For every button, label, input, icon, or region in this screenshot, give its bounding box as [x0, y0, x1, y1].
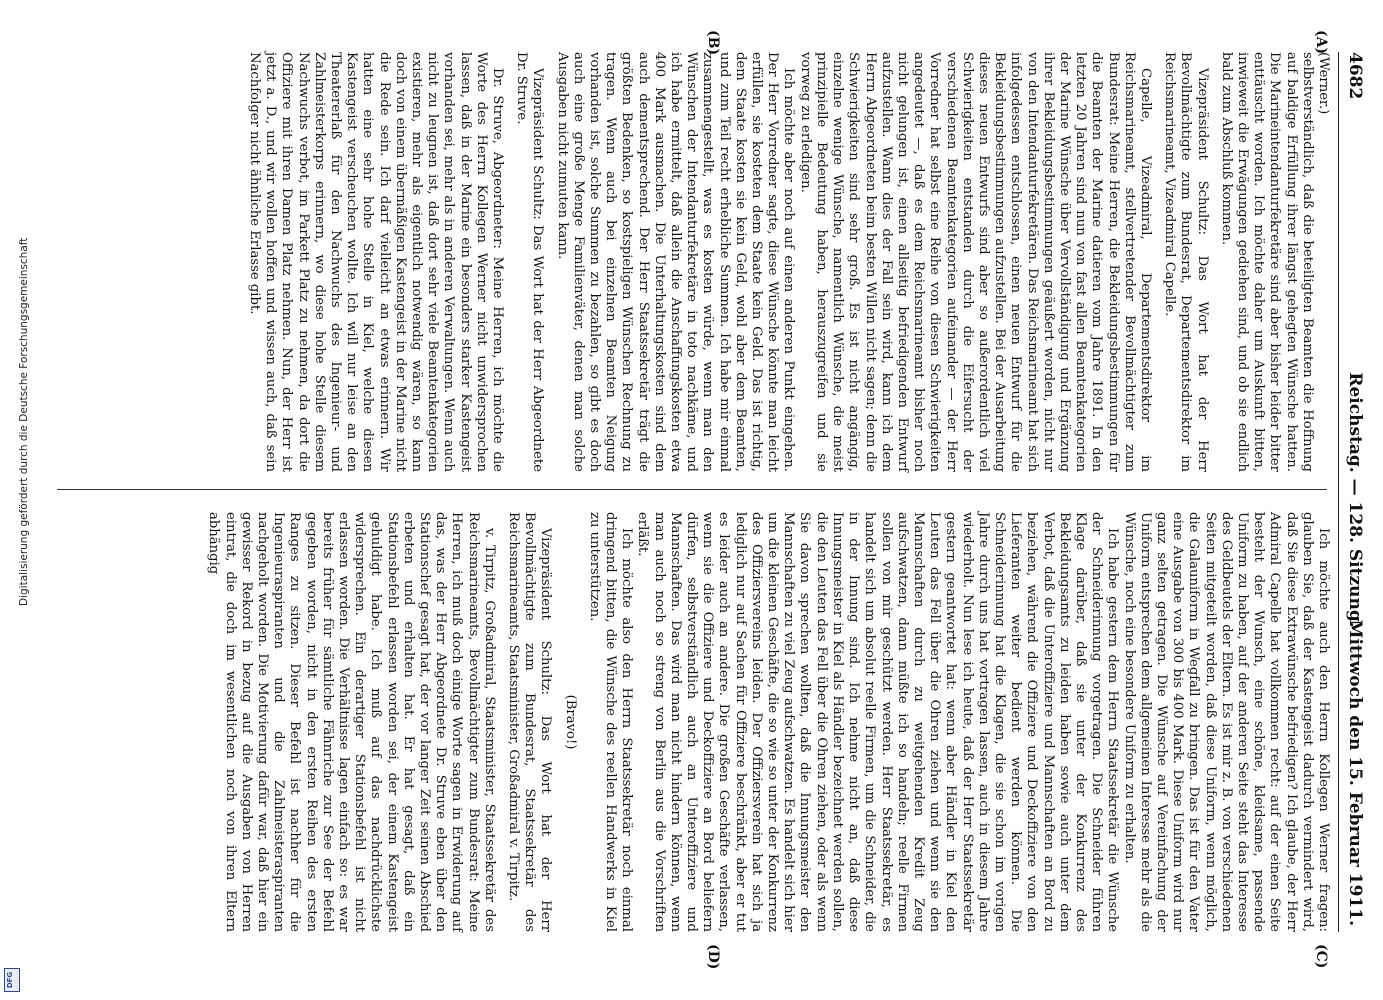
- sidebar-strip: [0, 0, 30, 1000]
- column-divider: [57, 489, 1327, 490]
- digitization-note: Digitalisierung gefördert durch die Deutsche Forschungsgemeinschaft: [18, 237, 30, 606]
- paragraph: Vizepräsident Schultz: Das Wort hat der Herr Bevollmächtigte zum Bundesrat, Departementsdirektor im Reichsmarineamt, Vizeadmiral Capelle.: [1162, 52, 1210, 472]
- margin-marker-c: (C): [1313, 944, 1329, 969]
- margin-marker-a: (A): [1313, 30, 1329, 55]
- paragraph: Ich möchte aber noch auf einen anderen Punkt eingehen. Der Herr Vorredner sagte, diese Wünsche könnte man leicht erfüllen, sie kosteten dem Staate kein Geld. Das ist richtig, dem Staate kosten sie kein Geld, wohl aber dem Beamten, und zum Teil recht erhebliche Summen. Ich habe mir einmal zusammengestellt, was es kosten würde, wenn man den Wünschen der Intendanturfekretäre in toto nachkäme, und ich habe ermittelt, daß allein die Anschaffungskosten etwa 400 Mark ausmachen. Die Unterhaltungskosten sind dem auch dementsprechend. Der Herr Staatssekretär trägt die größten Bedenken, so kostspieligen Wünschen Rechnung zu tragen. Wenn auch bei einzelnen Beamten Neigung vorhanden ist, solche Summen zu bezahlen, so gibt es doch auch eine große Menge Familienväter, denen man solche Ausgaben nicht zumuten kann.: [554, 52, 797, 472]
- header-rule: [1338, 52, 1339, 932]
- dfg-logo: DFG: [4, 968, 20, 992]
- left-column: [246, 52, 1331, 472]
- page-header: [1331, 0, 1371, 1000]
- page-number: 4682: [1345, 52, 1365, 100]
- paragraph: selbstverständlich, daß die beteiligten Beamten die Hoffnung auf baldige Erfüllung ihrer längst gehegten Wünsche hatten. Die Marineintendanturfekretäre sind aber bisher leider bitter enttäuscht worden. Ich möchte daher um Auskunft bitten, inwieweit die Erwägungen gediehen sind, und ob sie endlich bald zum Abschluß kommen.: [1218, 52, 1315, 472]
- paragraph: Ich möchte also den Herrn Staatssekretär noch einmal dringend bitten, die Wünsche des reellen Handwerks in Kiel zu unterstützen.: [586, 512, 635, 932]
- paragraph: Vizepräsident Schultz: Das Wort hat der Herr Abgeordnete Dr. Struve.: [514, 52, 546, 472]
- speaker-note: (Werner.): [1316, 52, 1331, 115]
- applause-note: (Bravo!): [562, 694, 578, 750]
- paragraph: v. Tirpitz, Großadmiral, Staatsminister, Staatssekretär des Reichsmarineamts, Bevollmächtigter zum Bundesrat: Meine Herren, ich muß doch einige Worte sagen in Erwiderung auf das, was der Herr Abgeordnete Dr. Struve eben über den Stationschef gesagt hat, der vor langer Zeit seinen Abschied erbeten und erhalten hat. Er hat gesagt, daß ein Stationsbefehl erlassen worden sei, der einem Kastengeist gehuldigt habe. Ich muß auf das nachdrücklichste widersprechen. Ein derartiger Stationsbefehl ist nicht erlassen worden. Die Verhältnisse lagen einfach so: es war bereits früher für sämtliche Fähnriche zur See der Befehl gegeben worden, nicht in den ersten Reihen des ersten Ranges zu sitzen. Dieser Befehl ist nachher für die Ingenieuraspiranten und die Zahlmeisteraspiranten nachgeholt worden. Die Motivierung dafür war, daß hier ein gewisser Rekord in bezug auf die Ausgaben von Herren eintrat, die doch im wesentlichen noch von ihren Eltern abhängig: [206, 512, 497, 932]
- margin-marker-d: (D): [705, 944, 721, 970]
- right-column: [205, 512, 1331, 932]
- margin-marker-b: (B): [705, 30, 721, 56]
- session-date: Mittwoch den 15. Februar 1911.: [1345, 619, 1365, 926]
- paragraph: Vizepräsident Schultz: Das Wort hat der Herr Bevollmächtigte zum Bundesrat, Staatssekretär des Reichsmarineamts, Staatsminister, Großadmiral v. Tirpitz.: [506, 512, 554, 932]
- session-title: Reichstag. — 128. Sitzung.: [1345, 372, 1365, 628]
- paragraph: Capelle, Vizeadmiral, Departementsdirektor im Reichsmarineamt, stellvertretender Bevollmächtigter zum Bundesrat: Meine Herren, die Bekleidungsbestimmungen für die Beamten der Marine datieren vom Jahre 1891. In den letzten 20 Jahren sind nun von fast allen Beamtenkategorien der Marine Wünsche über Vervollständigung und Ergänzung ihrer Bekleidungsbestimmungen geäußert worden, nicht nur von den Intendanturfekretären. Das Reichsmarineamt hat sich infolgedessen entschlossen, einen neuen Entwurf für die Bekleidungsbestimmungen aufzustellen. Bei der Ausarbeitung dieses neuen Entwurfs sind aber so außerordentlich viel Schwierigkeiten entstanden durch die Eifersucht der verschiedenen Beamtenkategorien aufeinander — der Herr Vorredner hat selbst eine Reihe von diesen Schwierigkeiten angedeutet —, daß es dem Reichsmarineamt bisher noch nicht gelungen ist, einen allseitig befriedigenden Entwurf aufzustellen. Wann dies der Fall sein wird, kann ich dem Herrn Abgeordneten beim besten Willen nicht sagen; denn die Schwierigkeiten sind sehr groß. Es ist nicht angängig, einzelne wenige Wünsche, namentlich Wünsche, die meist prinzipielle Bedeutung haben, herauszugreifen und sie vorweg zu erledigen.: [797, 52, 1153, 472]
- paragraph: Ich möchte auch den Herrn Kollegen Werner fragen: glauben Sie, daß der Kastengeist dadurch vermindert wird, daß Sie diese Extrawünsche befriedigen? Ich glaube, der Herr Admiral Capelle hat vollkommen recht: auf der einen Seite besteht der Wunsch, eine schöne, kleidsame, passende Uniform zu haben, auf der anderen Seite steht das Interesse des Geldbeutels der Eltern. Es ist mir z. B. von verschiedenen Seiten mitgeteilt worden, daß diese Uniform, wenn möglich, die Galauniform in Wegfall zu bringen. Das ist für den Vater eine Ausgabe von 300 bis 400 Mark. Diese Uniform wird nur ganz selten getragen. Die Wünsche auf Vereinfachung der Uniform entsprechen dem allgemeinen Interesse mehr als die Wünsche, noch eine besondere Uniform zu erhalten.: [1121, 512, 1331, 932]
- paragraph: Dr. Struve, Abgeordneter: Meine Herren, ich möchte die Worte des Herrn Kollegen Werner nicht unwidersprochen lassen, daß in der Marine ein besonders starker Kastengeist vorhanden sei, mehr als in anderen Verwaltungen. Wenn auch nicht zu leugnen ist, daß dort sehr viele Beamtenkategorien existieren, mehr als eigentlich notwendig wären, so kann doch von einem übermäßigen Kastengeist in der Marine nicht die Rede sein. Ich darf vielleicht an etwas erinnern. Wir hatten eine sehr hohe Stelle in Kiel, welche diesen Kastengeist verscheuchen wollte. Ich will nur leise an den Theatererlaß für den Nachwuchs des Ingenieur- und Zahlmeisterkorps erinnern, wo diese hohe Stelle diesem Nachwuchs verbot, im Parkett Platz zu nehmen, da dort die Offiziere mit ihren Damen Platz nehmen. Nun, der Herr ist jetzt a. D., und wir wollen hoffen und wissen auch, daß sein Nachfolger nicht ähnliche Erlasse gibt.: [247, 52, 506, 472]
- paragraph: Ich habe gestern dem Herrn Staatssekretär die Wünsche der Schneiderinnung vorgetragen. Die Schneider führen Klage darüber, daß sie unter der Konkurrenz des Bekleidungsamts zu leiden haben sowie auch unter dem Verbot, daß die Unteroffiziere und Mannschaften an Bord zu beziehen, während die Offiziere und Deckoffiziere von den Lieferanten weiter bedient werden können. Die Schneiderinnung hat die Klagen, die sie schon im vorigen Jahre durch uns hat vortragen lassen, auch in diesem Jahre wiederholt. Nun lese ich heute, daß der Herr Staatssekretär gestern geantwortet hat: wenn aber Händler in Kiel den Leuten das Fell über die Ohren ziehen und wenn sie den Mannschaften durch zu weitgehenden Kredit Zeug aufschwatzen, dann müßte ich so handeln; reelle Firmen sollen von mir geschützt werden. Herr Staatssekretär, es handelt sich um absolut reelle Firmen, um die Schneider, die in der Innung sind. Ich nehme nicht an, daß diese Innungsmeister in Kiel als Händler bezeichnet werden sollen, die den Leuten das Fell über die Ohren ziehen, oder als wenn Sie davon sprechen wollten, daß die Innungsmeister den Mannschaften zu viel Zeug aufschwatzen. Es handelt sich hier um die kleinen Geschäfte, die so wie so unter der Konkurrenz des Offiziersvereins leiden. Der Offiziersverein hat sich ja lediglich nur auf Sachen für Offiziere beschränkt, aber er tut es leider auch an andere. Die großen Geschäfte verlassen, wenn sie die Offiziere und Deckoffiziere an Bord beliefern dürfen, selbstverständlich auch an Unteroffiziere und Mannschaften. Das wird man nicht hindern können, wenn man auch noch so streng von Berlin aus die Vorschriften erläßt.: [635, 512, 1121, 932]
